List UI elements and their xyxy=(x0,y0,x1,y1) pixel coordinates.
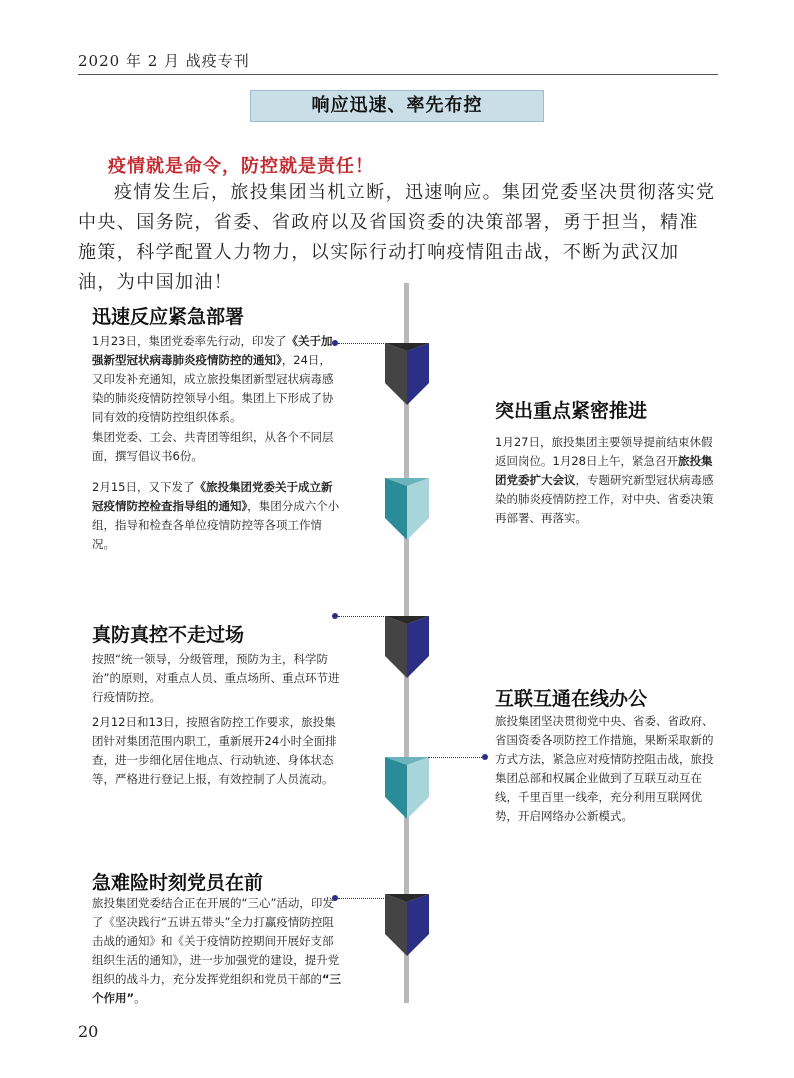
timeline-marker-dark xyxy=(385,343,429,405)
section-paragraph: 集团党委、工会、共青团等组织，从各个不同层面，撰写倡议书6份。 xyxy=(92,430,334,463)
section-paragraph: 2月12日和13日，按照省防控工作要求，旅投集团针对集团范围内职工，重新展开24小时全面排查，进一步细化居住地点、行动轨迹、身体状态等，严格进行登记上报，有效控制了人员流动。 xyxy=(92,715,337,786)
header-rule xyxy=(78,74,718,75)
header-text: 2020 年 2 月 战疫专刊 xyxy=(78,52,250,70)
connector-line xyxy=(428,757,482,758)
section-title: 突出重点紧密推进 xyxy=(495,400,648,422)
section-title: 互联互通在线办公 xyxy=(495,688,648,710)
timeline-marker-teal xyxy=(385,478,429,540)
slogan: 疫情就是命令，防控就是责任！ xyxy=(108,156,374,177)
page-title: 响应迅速、率先布控 xyxy=(250,90,544,122)
connector-line xyxy=(338,898,388,899)
connector-line xyxy=(338,343,388,344)
section-title: 迅速反应紧急部署 xyxy=(92,306,245,328)
section-paragraph: 1月23日，集团党委率先行动，印发了《关于加强新型冠状病毒肺炎疫情防控的通知》，24日，又印发补充通知，成立旅投集团新型冠状病毒感染的肺炎疫情防控领导小组。集团上下形成了协同有效的疫情防控组织体系。 xyxy=(92,334,334,424)
connector-dot xyxy=(482,754,488,760)
timeline-marker-dark xyxy=(385,894,429,956)
section-paragraph: 旅投集团党委结合正在开展的“三心”活动，印发了《坚决践行“五讲五带头”全力打赢疫情防控阻击战的通知》和《关于疫情防控期间开展好支部组织生活的通知》，进一步加强党的建设，提升党组织的战斗力，充分发挥党组织和党员干部的“三个作用”。 xyxy=(92,896,342,1005)
section-paragraph: 按照“统一领导，分级管理，预防为主，科学防治”的原则，对重点人员、重点场所、重点环节进行疫情防控。 xyxy=(92,652,340,704)
section-title: 急难险时刻党员在前 xyxy=(92,872,264,894)
timeline-marker-dark xyxy=(385,616,429,678)
page-number: 20 xyxy=(78,1022,99,1041)
timeline-marker-teal xyxy=(385,757,429,819)
section-title: 真防真控不走过场 xyxy=(92,624,245,646)
section-paragraph: 2月15日，又下发了《旅投集团党委关于成立新冠疫情防控检查指导组的通知》，集团分成六个小组，指导和检查各单位疫情防控等各项工作情况。 xyxy=(92,480,340,551)
intro-paragraph: 疫情发生后，旅投集团当机立断，迅速响应。集团党委坚决贯彻落实党中央、国务院，省委、省政府以及省国资委的决策部署，勇于担当，精准施策，科学配置人力物力，以实际行动打响疫情阻击战，不断为武汉加油，为中国加油！ xyxy=(78,182,716,293)
section-paragraph: 旅投集团坚决贯彻党中央、省委、省政府、省国资委各项防控工作措施，果断采取新的方式方法，紧急应对疫情防控阻击战，旅投集团总部和权属企业做到了互联互动互在线，千里百里一线牵，充分利用互联网优势，开启网络办公新模式。 xyxy=(495,714,714,823)
section-paragraph: 1月27日，旅投集团主要领导提前结束休假返回岗位。1月28日上午，紧急召开旅投集团党委扩大会议，专题研究新型冠状病毒感染的肺炎疫情防控工作，对中央、省委决策再部署、再落实。 xyxy=(495,435,714,525)
connector-line xyxy=(338,616,388,617)
